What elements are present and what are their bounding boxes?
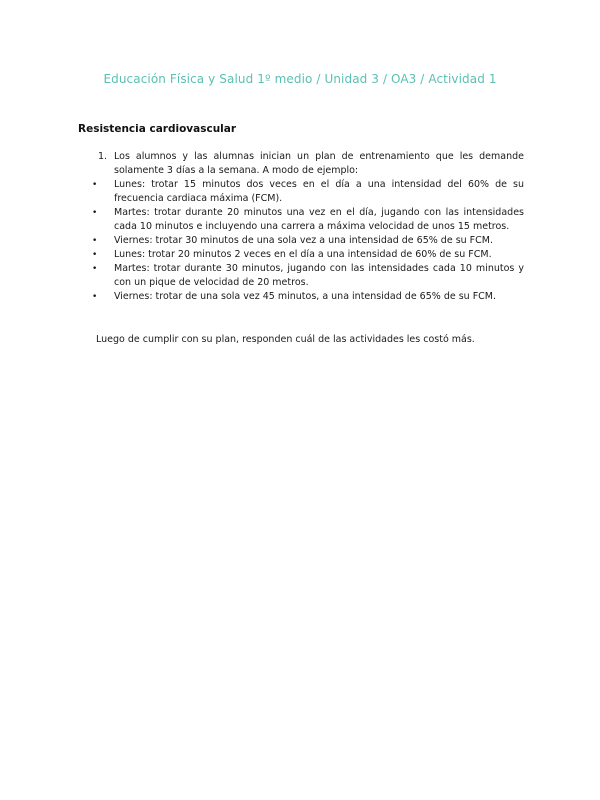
closing-paragraph: Luego de cumplir con su plan, responden cuál de las actividades les costó más. [96,334,475,345]
bullet-icon: • [92,208,98,218]
bullet-icon: • [92,180,98,190]
page-header-title: Educación Física y Salud 1º medio / Unidad 3 / OA3 / Actividad 1 [103,72,497,86]
bullet-icon: • [92,236,98,246]
bullet-text: Viernes: trotar 30 minutos de una sola vez a una intensidad de 65% de su FCM. [114,235,493,246]
bullet-text: Lunes: trotar 20 minutos 2 veces en el día a una intensidad de 60% de su FCM. [114,249,492,260]
bullet-text: Lunes: trotar 15 minutos dos veces en el día a una intensidad del 60% de su frecuencia cardiaca máxima (FCM). [114,179,524,204]
list-item [92,290,524,304]
item-number: 1. [98,151,108,162]
list-item [92,234,524,248]
bullet-icon: • [92,250,98,260]
item-text: Los alumnos y las alumnas inician un plan de entrenamiento que les demande solamente 3 días a la semana. A modo de ejemplo: [114,151,524,176]
numbered-item [98,150,524,178]
bullet-icon: • [92,264,98,274]
section-title: Resistencia cardiovascular [78,123,237,135]
bullet-text: Viernes: trotar de una sola vez 45 minutos, a una intensidad de 65% de su FCM. [114,291,497,302]
list-item [92,262,524,290]
list-item [92,206,524,234]
list-item [92,178,524,206]
bullet-icon: • [92,292,98,302]
bullet-text: Martes: trotar durante 30 minutos, jugando con las intensidades cada 10 minutos y con un pique de velocidad de 20 metros. [114,263,524,288]
activity-list [92,150,524,304]
list-item [92,248,524,262]
bullet-text: Martes: trotar durante 20 minutos una vez en el día, jugando con las intensidades cada 10 minutos e incluyendo una carrera a máxima velocidad de unos 15 metros. [114,207,524,232]
